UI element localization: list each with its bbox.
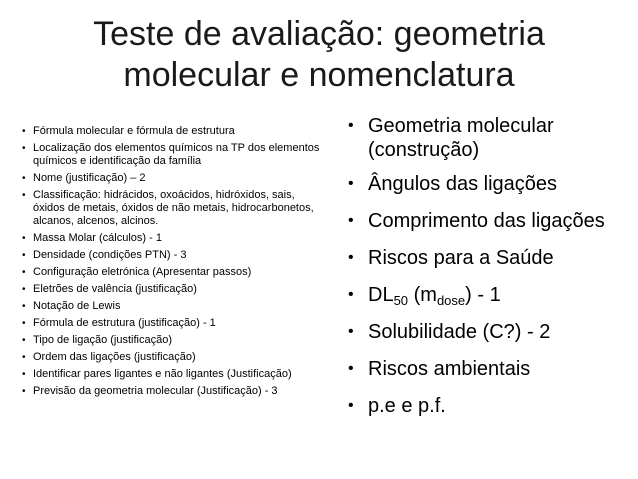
- bullet-icon: •: [348, 212, 354, 229]
- item-comprimento: • Comprimento das ligações: [348, 210, 605, 232]
- list-item: • Notação de Lewis: [22, 300, 121, 312]
- bullet-icon: •: [22, 250, 26, 261]
- bullet-icon: •: [22, 173, 26, 184]
- bullet-icon: •: [22, 369, 26, 380]
- list-item: • Classificação: hidrácidos, oxoácidos, hidróxidos, sais, óxidos de metais, óxidos de não metais, hidrocarbonetos, alcanos, alcenos, alcinos.: [22, 189, 314, 227]
- list-item: • Eletrões de valência (justificação): [22, 283, 197, 295]
- list-item: • Localização dos elementos químicos na TP dos elementos químicos e identificação da família: [22, 142, 320, 167]
- bullet-icon: •: [22, 126, 26, 137]
- bullet-icon: •: [22, 233, 26, 244]
- left-bullet-list: [22, 125, 322, 402]
- right-bullet-list: [344, 114, 634, 418]
- item-dl50: • $DL_{50}$ $(m_{dose}) - 1$: [348, 284, 501, 308]
- bullet-icon: •: [348, 397, 354, 414]
- item-riscos-saude: • Riscos para a Saúde: [348, 247, 554, 269]
- bullet-icon: •: [22, 143, 26, 154]
- list-item: • Identificar pares ligantes e não ligantes (Justificação): [22, 368, 292, 380]
- bullet-icon: •: [348, 117, 354, 134]
- bullet-icon: •: [348, 175, 354, 192]
- title-line-1: Teste de avaliação: geometria: [93, 15, 545, 53]
- item-angulos: • Ângulos das ligações: [348, 173, 558, 195]
- bullet-icon: •: [22, 301, 26, 312]
- list-item: • Tipo de ligação (justificação): [22, 334, 172, 346]
- item-geometria-molecular: • Geometria molecular (construção): [348, 115, 554, 161]
- list-item: • Nome (justificação) – 2: [22, 172, 146, 184]
- bullet-icon: •: [348, 286, 354, 303]
- list-item: • Fórmula de estrutura (justificação) - 1: [22, 317, 216, 329]
- list-item: • Densidade (condições PTN) - 3: [22, 249, 187, 261]
- bullet-icon: •: [22, 352, 26, 363]
- bullet-icon: •: [22, 190, 26, 201]
- slide-title: [20, 14, 618, 96]
- bullet-icon: •: [348, 360, 354, 377]
- bullet-icon: •: [22, 267, 26, 278]
- bullet-icon: •: [22, 318, 26, 329]
- title-line-2: molecular e nomenclatura: [123, 56, 515, 94]
- list-item: • Massa Molar (cálculos) - 1: [22, 232, 162, 244]
- list-item: • Ordem das ligações (justificação): [22, 351, 196, 363]
- bullet-icon: •: [348, 249, 354, 266]
- item-solubilidade: • Solubilidade (C?) - 2: [348, 321, 551, 343]
- list-item: • Fórmula molecular e fórmula de estrutura: [22, 125, 235, 137]
- item-pe-pf: • p.e e p.f.: [348, 395, 446, 417]
- bullet-icon: •: [348, 323, 354, 340]
- bullet-icon: •: [22, 335, 26, 346]
- list-item: • Previsão da geometria molecular (Justificação) - 3: [22, 385, 278, 397]
- bullet-icon: •: [22, 284, 26, 295]
- item-riscos-ambientais: • Riscos ambientais: [348, 358, 531, 380]
- bullet-icon: •: [22, 386, 26, 397]
- list-item: • Configuração eletrónica (Apresentar passos): [22, 266, 252, 278]
